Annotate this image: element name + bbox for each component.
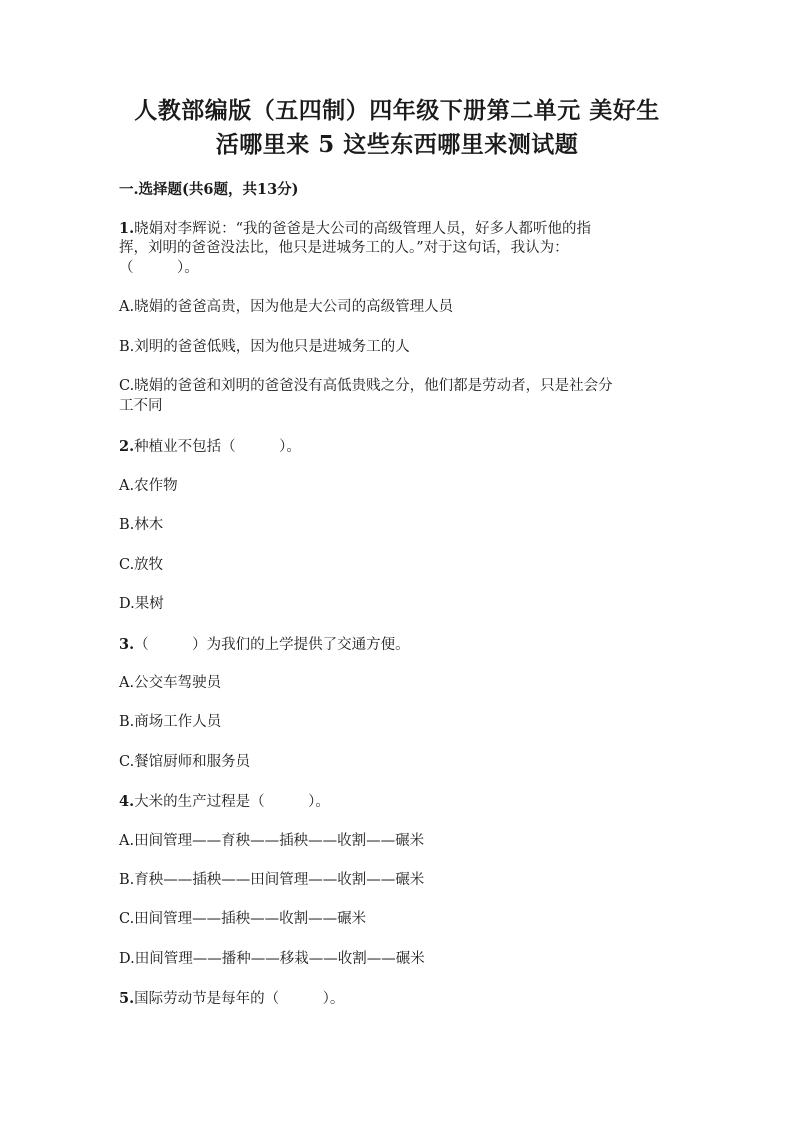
question-4-option-c: C.田间管理——插秧——收割——碾米: [119, 911, 367, 927]
question-1-line-3: （ ）。: [119, 260, 199, 276]
question-4-option-d: D.田间管理——播种——移栽——收割——碾米: [119, 951, 425, 967]
question-number: 3.: [119, 636, 135, 653]
question-1-option-b: B.刘明的爸爸低贱，因为他只是进城务工的人: [119, 339, 410, 355]
question-4-option-a: A.田间管理——育秧——插秧——收割——碾米: [119, 833, 425, 849]
title-line-2: 活哪里来 5 这些东西哪里来测试题: [215, 131, 579, 158]
question-number: 1.: [119, 220, 135, 237]
question-1-line-2: 挥，刘明的爸爸没法比，他只是进城务工的人。”对于这句话，我认为：: [119, 240, 569, 256]
question-3-option-a: A.公交车驾驶员: [119, 675, 222, 691]
document-title: [100, 94, 694, 162]
question-4-stem: 4.大米的生产过程是（ ）。: [119, 793, 330, 810]
question-1-option-c-cont: 工不同: [119, 398, 163, 414]
question-number: 4.: [119, 793, 135, 810]
question-2-option-c: C.放牧: [119, 557, 164, 573]
question-2-option-d: D.果树: [119, 596, 164, 612]
question-number: 5.: [119, 990, 135, 1007]
question-3-stem: 3.（ ）为我们的上学提供了交通方便。: [119, 636, 410, 653]
question-3-option-b: B.商场工作人员: [119, 714, 222, 730]
question-2-stem: 2.种植业不包括（ ）。: [119, 438, 301, 455]
section-heading: 一.选择题(共6题，共13分): [119, 181, 299, 198]
question-1-line-1: 1.晓娟对李辉说：“我的爸爸是大公司的高级管理人员，好多人都听他的指: [119, 220, 592, 237]
title-line-1: 人教部编版（五四制）四年级下册第二单元 美好生: [134, 97, 660, 124]
question-5-stem: 5.国际劳动节是每年的（ ）。: [119, 990, 345, 1007]
question-4-option-b: B.育秧——插秧——田间管理——收割——碾米: [119, 872, 425, 888]
question-1-option-a: A.晓娟的爸爸高贵，因为他是大公司的高级管理人员: [119, 299, 454, 315]
question-2-option-b: B.林木: [119, 517, 164, 533]
question-3-option-c: C.餐馆厨师和服务员: [119, 754, 251, 770]
question-number: 2.: [119, 438, 135, 455]
question-1-option-c: C.晓娟的爸爸和刘明的爸爸没有高低贵贱之分，他们都是劳动者，只是社会分: [119, 378, 613, 394]
question-2-option-a: A.农作物: [119, 478, 178, 494]
